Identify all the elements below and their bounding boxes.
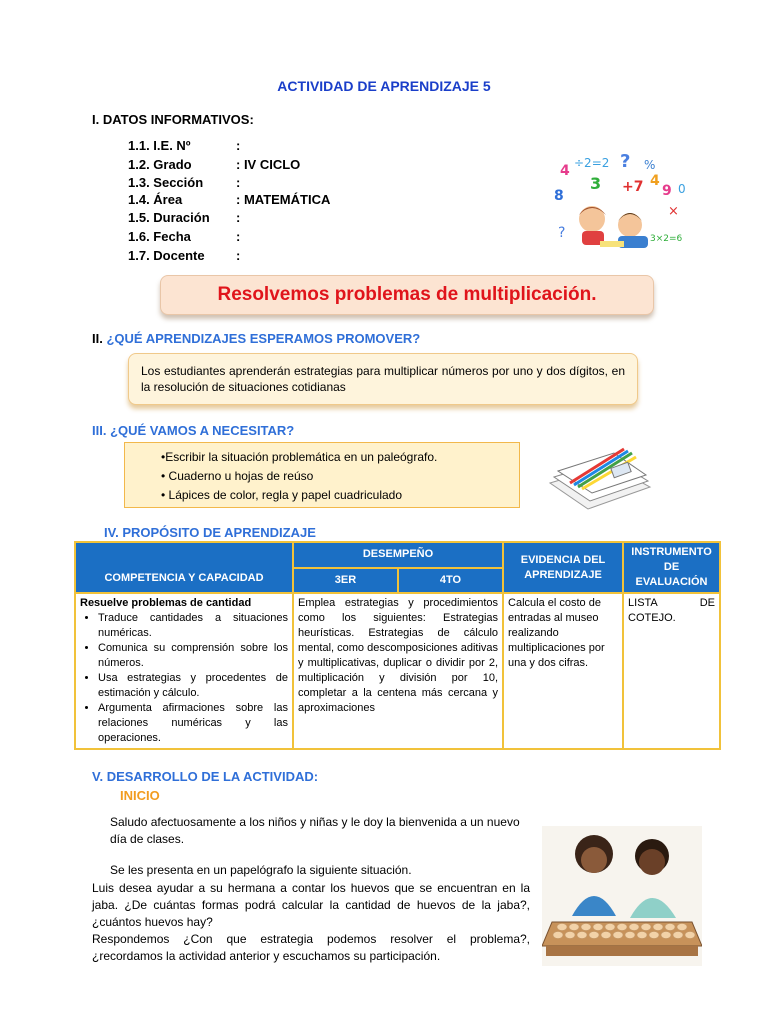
info-row: [128, 157, 300, 172]
materials-box: [124, 442, 520, 508]
capacidad-item: • Traduce cantidades a situaciones numéricas.: [98, 611, 288, 641]
inicio-heading: INICIO: [120, 788, 160, 803]
info-row: [128, 248, 240, 263]
capacidad-item: • Usa estrategias y procedentes de estimación y cálculo.: [98, 671, 288, 701]
header-3er: 3ER: [293, 568, 398, 594]
section-heading-datos: I. DATOS INFORMATIVOS:: [92, 112, 254, 127]
kids-math-illustration: [550, 145, 700, 255]
svg-text:4: 4: [650, 173, 660, 189]
info-value: :: [236, 138, 241, 153]
info-label: 1.4. Área: [128, 192, 183, 207]
capacidad-item: • Argumenta afirmaciones sobre las relaciones numéricas y las operaciones.: [98, 701, 288, 746]
header-desempeno: DESEMPEÑO: [293, 542, 503, 568]
paragraph-respondemos: Respondemos ¿Con que estrategia podemos resolver el problema?, ¿recordamos la actividad anterior y escuchamos su participación.: [92, 932, 530, 963]
desempeno-cell: Emplea estrategias y procedimientos como los siguientes: Estrategias heurísticas. Estrategias de cálculo mental, como descomposiciones aditivas y multiplicativas, duplicar o dividir por 2, multiplicación y división por 10, completar a la centena más cercana y aproximaciones: [293, 593, 503, 749]
svg-text:3: 3: [590, 174, 602, 193]
info-value: : IV CICLO: [236, 157, 301, 172]
section-title: ¿QUÉ APRENDIZAJES ESPERAMOS PROMOVER?: [106, 331, 421, 346]
info-label: 1.6. Fecha: [128, 229, 191, 244]
activity-title-banner: Resolvemos problemas de multiplicación.: [160, 275, 654, 315]
info-row: [128, 175, 240, 190]
info-value: : MATEMÁTICA: [236, 192, 331, 207]
info-value: :: [236, 229, 241, 244]
section-number: III.: [92, 423, 107, 438]
paragraph-presenta: Se les presenta en un papelógrafo la siguiente situación.: [110, 863, 412, 877]
info-row: [128, 210, 240, 225]
info-label: 1.7. Docente: [128, 248, 205, 263]
svg-text:?: ?: [620, 151, 631, 172]
info-label: 1.1. I.E. Nº: [128, 138, 191, 153]
page-title: ACTIVIDAD DE APRENDIZAJE 5: [277, 78, 491, 94]
paragraph-problema: Luis desea ayudar a su hermana a contar los huevos que se encuentran en la jaba. ¿De cuántas formas podrá calcular la cantidad de huevos de la jaba?, ¿cuántos huevos hay?: [92, 881, 530, 929]
svg-text:?: ?: [558, 225, 566, 241]
info-row: [128, 229, 240, 244]
svg-text:8: 8: [554, 188, 564, 204]
children-eggs-illustration: [542, 826, 702, 966]
info-label: 1.2. Grado: [128, 157, 192, 172]
info-value: :: [236, 175, 241, 190]
header-competencia: COMPETENCIA Y CAPACIDAD: [75, 542, 293, 593]
section-heading-necesitar: [92, 423, 294, 438]
section-title: ¿QUÉ VAMOS A NECESITAR?: [110, 423, 295, 438]
svg-text:4: 4: [560, 163, 570, 179]
info-label: 1.5. Duración: [128, 210, 210, 225]
purpose-table: [74, 541, 721, 750]
header-4to: 4TO: [398, 568, 503, 594]
learning-goal-box: Los estudiantes aprenderán estrategias para multiplicar números por uno y dos dígitos, en la resolución de situaciones cotidianas: [128, 353, 638, 405]
section-heading-aprendizajes: [92, 331, 420, 346]
svg-text:3×2=6: 3×2=6: [650, 234, 683, 244]
info-value: :: [236, 210, 241, 225]
competencia-cell: [75, 593, 293, 749]
section-number: II.: [92, 331, 103, 346]
capacidad-item: • Comunica su comprensión sobre los números.: [98, 641, 288, 671]
paragraph-saludo: Saludo afectuosamente a los niños y niñas y le doy la bienvenida a un nuevo día de clases.: [110, 815, 520, 846]
info-label: 1.3. Sección: [128, 175, 204, 190]
info-row: [128, 138, 240, 153]
materials-item: • Lápices de color, regla y papel cuadriculado: [161, 488, 403, 502]
svg-text:+7: +7: [622, 179, 644, 195]
section-heading-proposito: IV. PROPÓSITO DE APRENDIZAJE: [104, 525, 316, 540]
competencia-title: Resuelve problemas de cantidad: [80, 597, 252, 609]
svg-text:×: ×: [668, 204, 679, 219]
svg-text:0: 0: [678, 182, 686, 196]
svg-text:÷2=2: ÷2=2: [574, 156, 610, 170]
svg-text:%: %: [644, 158, 656, 172]
materials-item: • Cuaderno u hojas de reúso: [161, 469, 314, 483]
info-row: [128, 192, 330, 207]
section-heading-desarrollo: V. DESARROLLO DE LA ACTIVIDAD:: [92, 769, 319, 784]
materials-item: •Escribir la situación problemática en un paleógrafo.: [161, 450, 438, 464]
svg-text:9: 9: [662, 183, 672, 199]
header-instrumento: INSTRUMENTO DE EVALUACIÓN: [623, 542, 720, 593]
instrumento-cell: LISTA DE COTEJO.: [623, 593, 720, 749]
info-value: :: [236, 248, 241, 263]
evidencia-cell: Calcula el costo de entradas al museo realizando multiplicaciones por una y dos cifras.: [503, 593, 623, 749]
header-evidencia: EVIDENCIA DEL APRENDIZAJE: [503, 542, 623, 593]
papers-pencils-illustration: [540, 435, 655, 520]
